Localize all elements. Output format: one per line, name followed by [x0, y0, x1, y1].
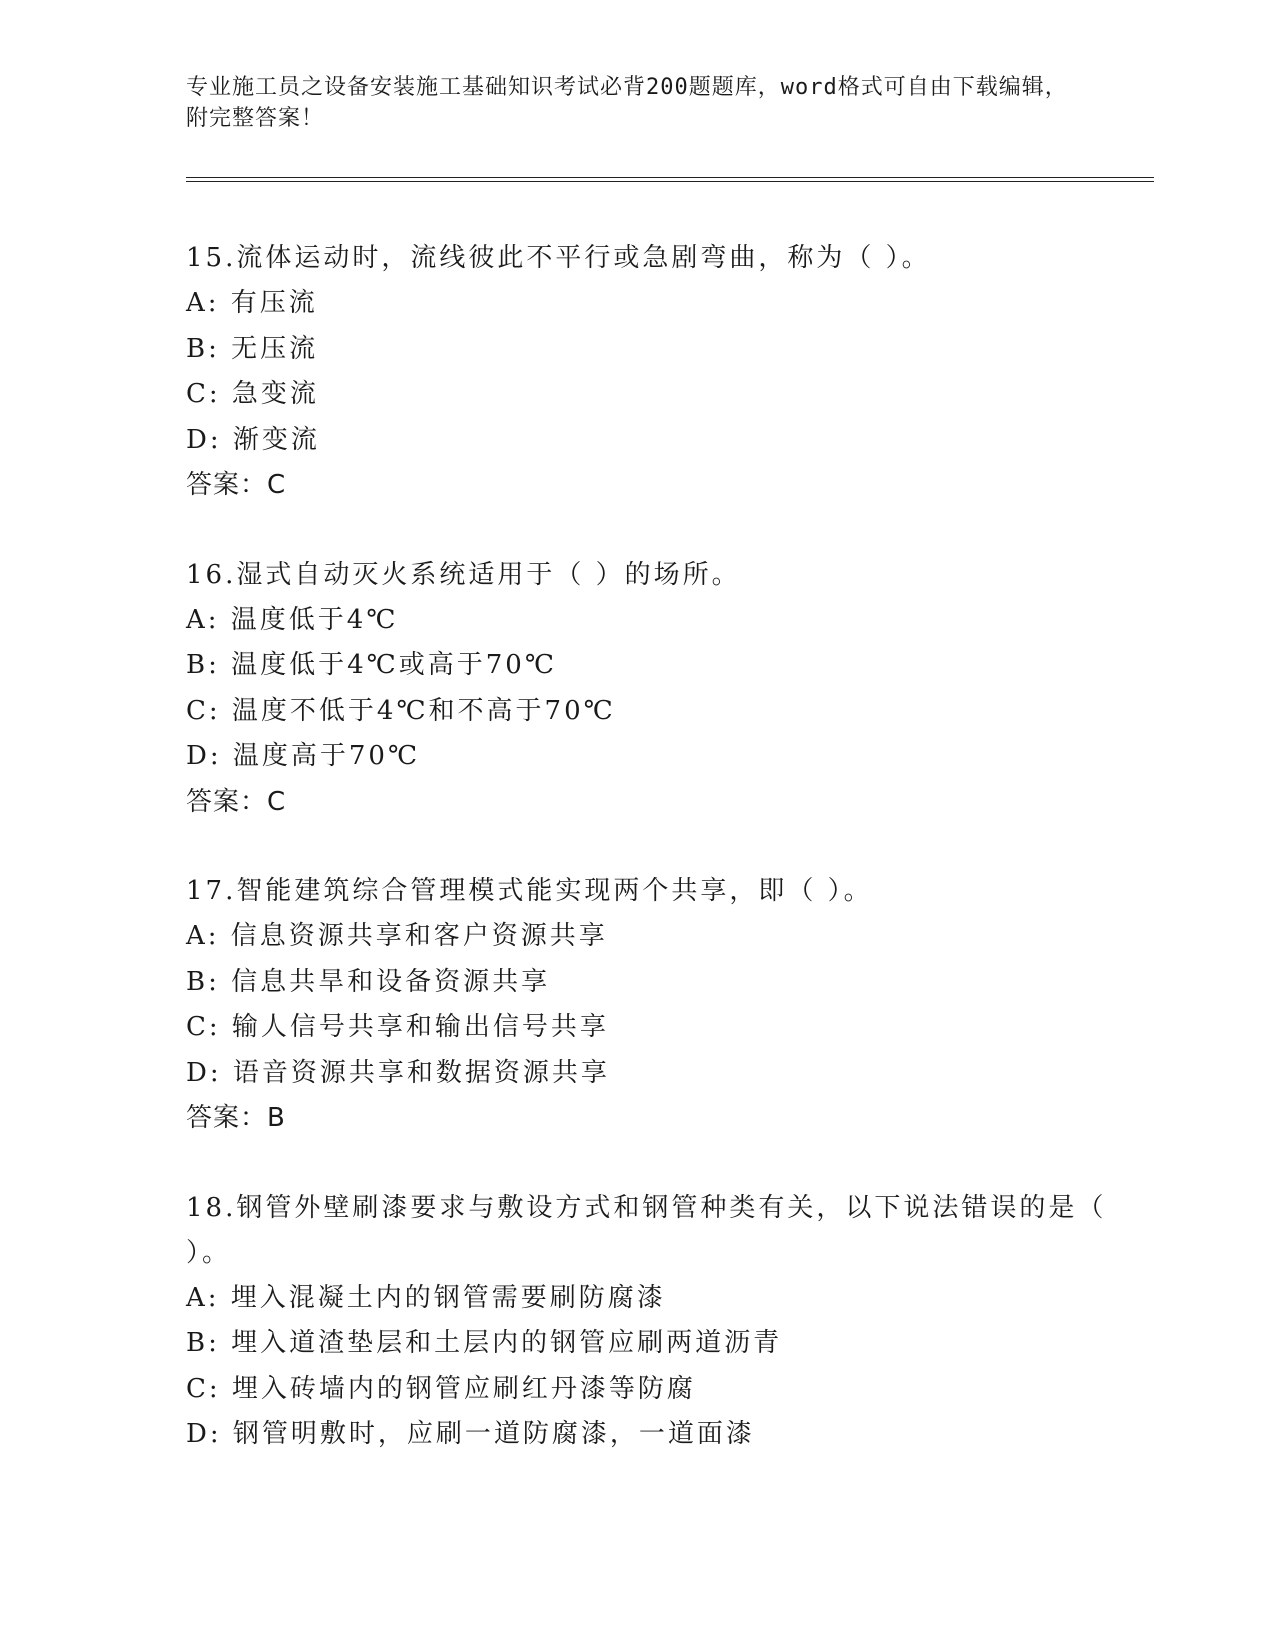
option-a: A: 温度低于4℃: [186, 604, 399, 635]
question-list: [186, 236, 1146, 1458]
option-a: A: 信息资源共享和客户资源共享: [186, 921, 608, 951]
question-title: 16.湿式自动灭火系统适用于（ ）的场所。: [186, 559, 741, 590]
option-d: D: 温度高于70℃: [186, 741, 421, 771]
question-title: 18.钢管外壁刷漆要求与敷设方式和钢管种类有关，以下说法错误的是（ ）。: [186, 1192, 1107, 1268]
answer: 答案：B: [186, 1103, 286, 1133]
question-gap: [186, 509, 1146, 553]
option-c: C: 输人信号共享和输出信号共享: [186, 1012, 609, 1042]
question-gap: [186, 1142, 1146, 1186]
question-title: 15.流体运动时，流线彼此不平行或急剧弯曲，称为（ ）。: [186, 243, 931, 273]
question-16: [186, 553, 1146, 826]
question-17: [186, 869, 1146, 1142]
option-b: B: 埋入道渣垫层和土层内的钢管应刷两道沥青: [186, 1328, 783, 1358]
option-a: A: 埋入混凝土内的钢管需要刷防腐漆: [186, 1282, 666, 1313]
document-header: 专业施工员之设备安装施工基础知识考试必背200题题库，word格式可自由下载编辑，附完整答案！: [186, 75, 1068, 131]
header-rule-bottom: [186, 181, 1154, 182]
option-c: C: 埋入砖墙内的钢管应刷红丹漆等防腐: [186, 1373, 696, 1404]
option-b: B: 温度低于4℃或高于70℃: [186, 650, 557, 680]
option-d: D: 渐变流: [186, 424, 320, 455]
option-c: C: 急变流: [186, 379, 319, 409]
option-b: B: 无压流: [186, 333, 319, 364]
header-rule-top: [186, 177, 1154, 178]
option-b: B: 信息共旱和设备资源共享: [186, 966, 551, 997]
answer: 答案：C: [186, 470, 287, 500]
answer: 答案：C: [186, 786, 287, 817]
option-d: D: 语音资源共享和数据资源共享: [186, 1057, 610, 1088]
option-c: C: 温度不低于4℃和不高于70℃: [186, 695, 616, 726]
option-d: D: 钢管明敷时，应刷一道防腐漆，一道面漆: [186, 1419, 755, 1449]
option-a: A: 有压流: [186, 288, 318, 318]
question-title: 17.智能建筑综合管理模式能实现两个共享，即（ ）。: [186, 876, 873, 906]
question-18: [186, 1186, 1146, 1458]
question-gap: [186, 825, 1146, 869]
question-15: [186, 236, 1146, 509]
